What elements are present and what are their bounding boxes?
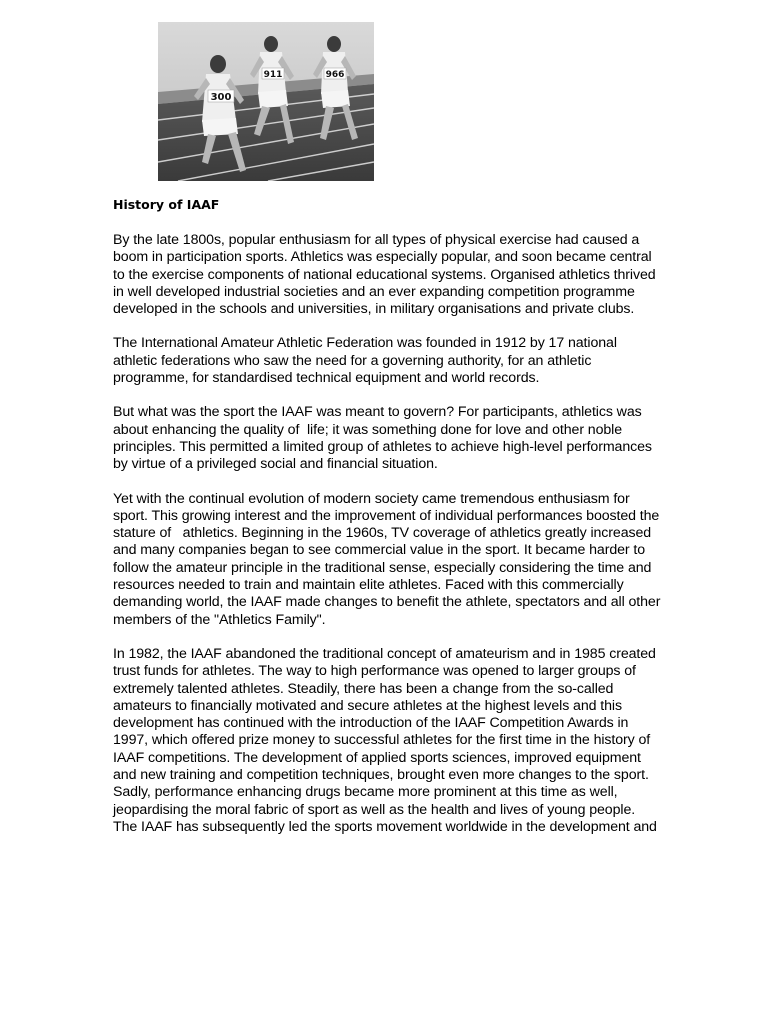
paragraph-3: But what was the sport the IAAF was meant to govern? For participants, athletics was about enhancing the quality of life; it was something done for love and other noble principles. This permitted a limited group of athletes to achieve high-level performances by virtue of a privileged social and financial situation. <box>113 404 656 473</box>
paragraph-2: The International Amateur Athletic Federation was founded in 1912 by 17 national athletic federations who saw the need for a governing authority, for an athletic programme, for standardised technical equipment and world records. <box>113 335 621 387</box>
document-body <box>113 232 665 853</box>
paragraph-1: By the late 1800s, popular enthusiasm for all types of physical exercise had caused a boom in participation sports. Athletics was especially popular, and soon became central to the exercise components of national educational systems. Organised athletics thrived in well developed industrial societies and an ever expanding competition programme developed in the schools and universities, in military organisations and private clubs. <box>113 232 660 318</box>
running-athletes-photo-icon <box>158 22 374 181</box>
bib-number-966: 966 <box>325 70 345 80</box>
paragraph-5: In 1982, the IAAF abandoned the traditional concept of amateurism and in 1985 created trust funds for athletes. The way to high performance was opened to larger groups of extremely talented athletes. Steadily, there has been a change from the so-called amateurs to financially motivated and secure athletes at the highest levels and this development has continued with the introduction of the IAAF Competition Awards in 1997, which offered prize money to successful athletes for the first time in the history of IAAF competitions. The development of applied sports sciences, improved equipment and new training and competition techniques, brought even more changes to the sport. Sadly, performance enhancing drugs became more prominent at this time as well, jeopardising the moral fabric of sport as well as the health and lives of young people. The IAAF has subsequently led the sports movement worldwide in the development and <box>113 645 660 835</box>
paragraph-4: Yet with the continual evolution of modern society came tremendous enthusiasm for sport. This growing interest and the improvement of individual performances boosted the stature of athletics. Beginning in the 1960s, TV coverage of athletics greatly increased and many companies began to see commercial value in the sport. It became harder to follow the amateur principle in the traditional sense, especially considering the time and resources needed to train and maintain elite athletes. Faced with this commercially demanding world, the IAAF made changes to benefit the athlete, spectators and all other members of the "Athletics Family". <box>113 490 665 628</box>
bib-number-300: 300 <box>210 92 232 103</box>
bib-number-911: 911 <box>263 70 283 80</box>
athletes-photo <box>158 22 374 181</box>
document-heading: History of IAAF <box>113 197 220 212</box>
